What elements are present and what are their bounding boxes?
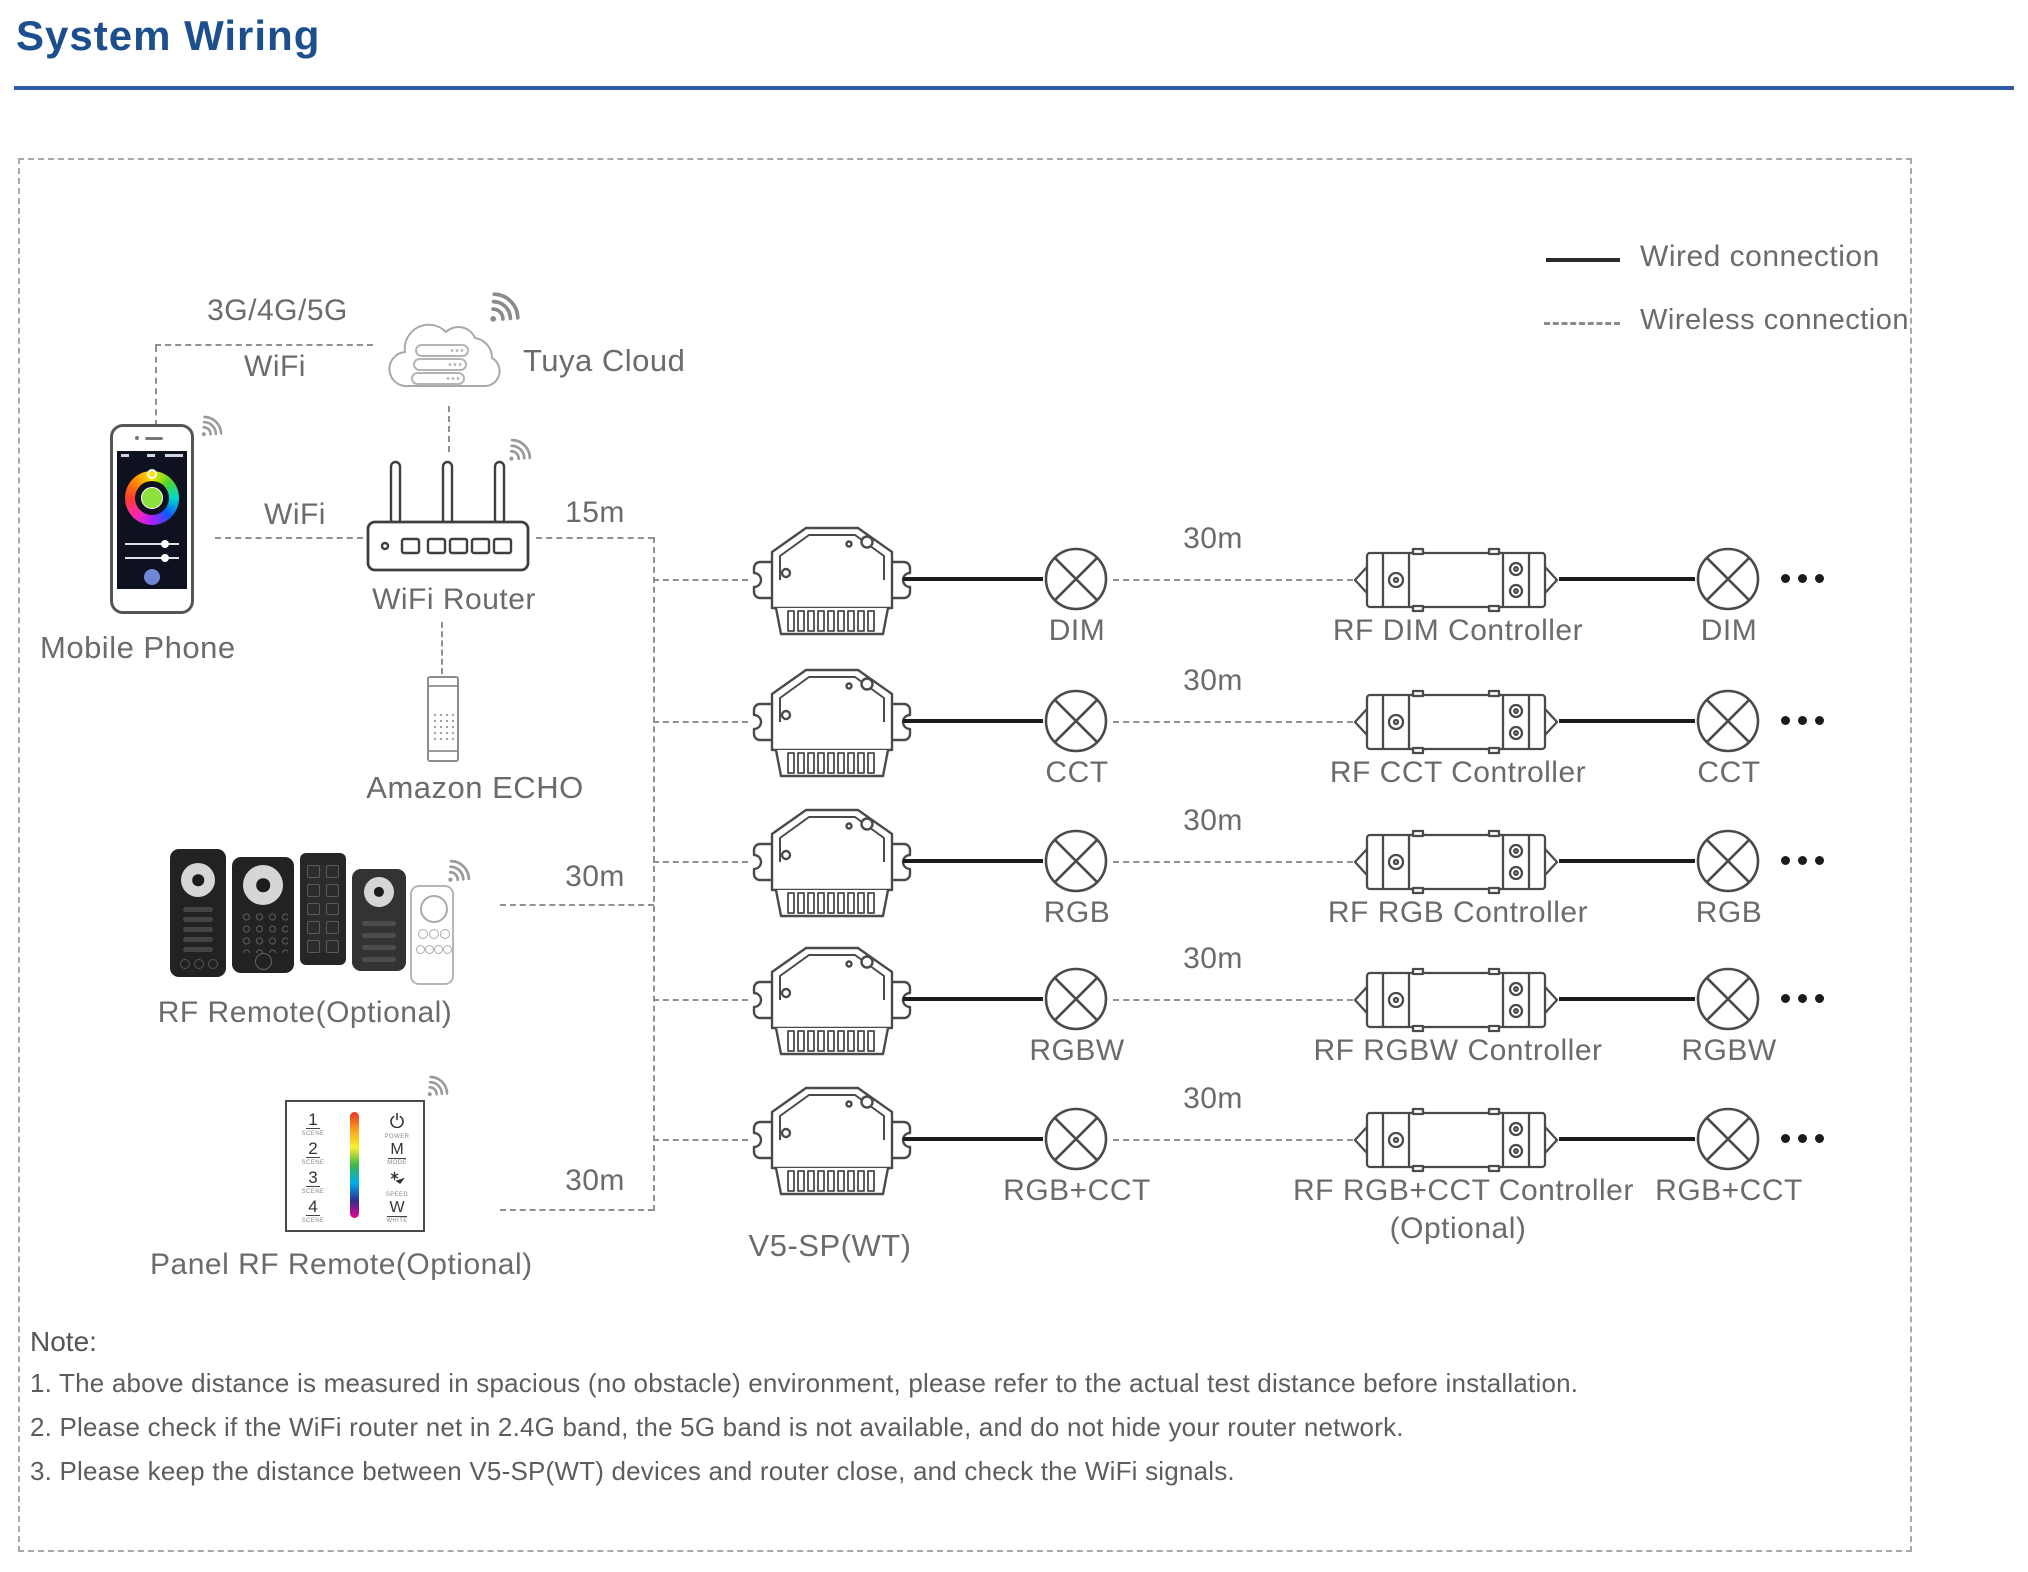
note-item-2: 2. Please check if the WiFi router net in 2.4G band, the 5G band is not available, and do not hide your router network. [30, 1412, 1404, 1442]
router-echo-dash [441, 622, 443, 674]
device-model-label: V5-SP(WT) [748, 1228, 912, 1263]
echo-label: Amazon ECHO [366, 770, 584, 805]
link-wifi-label-top: WiFi [244, 350, 306, 383]
distance-15m-label: 15m [565, 496, 625, 529]
phone-cloud-dash-h [155, 344, 373, 346]
note-item-1: 1. The above distance is measured in spacious (no obstacle) environment, please refer to the actual test distance before installation. [30, 1368, 1579, 1398]
panel-scene-1: 1 SCENE [301, 1110, 325, 1137]
brightness-slider [125, 543, 179, 545]
lamp-label: RGB [1695, 896, 1763, 929]
lamp-icon [1043, 1106, 1109, 1172]
lamp-icon [1043, 966, 1109, 1032]
rf-remote-2 [232, 857, 294, 973]
wireless-connection-line [1544, 322, 1620, 325]
phone-cloud-dash-v [155, 346, 157, 426]
router-label: WiFi Router [372, 583, 536, 616]
amazon-echo-icon [427, 676, 459, 762]
row-rgbw [653, 934, 1853, 1084]
lamp-icon [1695, 966, 1761, 1032]
cloud-label: Tuya Cloud [523, 343, 686, 378]
lamp-controller-dash [1113, 1139, 1353, 1141]
rf-remote-1 [170, 849, 226, 977]
panel-remote-label: Panel RF Remote(Optional) [150, 1248, 533, 1281]
lamp-icon [1695, 1106, 1761, 1172]
mobile-phone [110, 424, 194, 614]
rf-remote-5 [410, 885, 454, 985]
mobile-phone-label: Mobile Phone [40, 630, 236, 665]
router-icon [366, 460, 531, 575]
lamp-label: CCT [1697, 756, 1761, 789]
ellipsis-icon [1781, 856, 1824, 865]
lamp-icon [1043, 688, 1109, 754]
lamp-controller-dash [1113, 861, 1353, 863]
color-wheel [125, 471, 179, 525]
remote-distance-label: 30m [565, 860, 625, 893]
wired-connection-label: Wired connection [1640, 240, 1880, 273]
trunk-branch-dash [653, 721, 748, 723]
lamp-icon [1043, 546, 1109, 612]
lamp-label: CCT [1045, 756, 1109, 789]
trunk-branch-dash [653, 1139, 748, 1141]
lamp-label: RGB+CCT [1655, 1174, 1803, 1207]
lamp-icon [1695, 688, 1761, 754]
panel-color-bar [350, 1112, 359, 1218]
trunk-branch-dash [653, 999, 748, 1001]
row-rgb [653, 796, 1853, 946]
panel-scene-3: 3 SCENE [301, 1168, 325, 1195]
controller-lamp-wire [1559, 997, 1695, 1001]
remote-trunk-dash [500, 904, 654, 906]
controller-note: (Optional) [1389, 1212, 1527, 1245]
lamp-label: DIM [1048, 614, 1106, 647]
ellipsis-icon [1781, 716, 1824, 725]
lamp-controller-dash [1113, 579, 1353, 581]
saturation-slider [125, 557, 179, 559]
lamp-label: RGBW [1029, 1034, 1125, 1067]
row-cct [653, 656, 1853, 806]
wireless-connection-label: Wireless connection [1640, 304, 1909, 336]
row-dim [653, 514, 1853, 664]
lamp-label: RGBW [1681, 1034, 1777, 1067]
panel-scene-4: 4 SCENE [301, 1197, 325, 1224]
panel-trunk-dash [500, 1209, 654, 1211]
controller-label: RF CCT Controller [1329, 756, 1587, 789]
distance-30m-label: 30m [1183, 804, 1243, 837]
controller-label: RF RGB Controller [1327, 896, 1589, 929]
ellipsis-icon [1781, 574, 1824, 583]
lamp-icon [1043, 828, 1109, 894]
v5-device-icon [748, 516, 916, 638]
v5-device-icon [748, 936, 916, 1058]
distance-30m-label: 30m [1183, 664, 1243, 697]
page-title: System Wiring [16, 12, 321, 59]
panel-rf-remote [285, 1100, 425, 1232]
wired-connection-line [1546, 258, 1620, 262]
rf-controller-icon [1353, 1107, 1559, 1173]
trunk-branch-dash [653, 579, 748, 581]
rf-controller-icon [1353, 547, 1559, 613]
controller-lamp-wire [1559, 577, 1695, 581]
device-lamp-wire [903, 1137, 1043, 1141]
v5-device-icon [748, 658, 916, 780]
ellipsis-icon [1781, 1134, 1824, 1143]
row-rgbcct [653, 1074, 1853, 1245]
device-lamp-wire [903, 577, 1043, 581]
controller-lamp-wire [1559, 1137, 1695, 1141]
title-rule [14, 86, 2014, 90]
panel-mode-button: M MODE [387, 1141, 407, 1166]
phone-router-dash [215, 537, 363, 539]
controller-label: RF DIM Controller [1332, 614, 1584, 647]
phone-app-screen [117, 451, 187, 589]
v5-device-icon [748, 798, 916, 920]
rf-remote-4 [352, 869, 406, 971]
ellipsis-icon [1781, 994, 1824, 1003]
router-trunk-dash [536, 537, 654, 539]
rf-controller-icon [1353, 829, 1559, 895]
phone-status-bar [121, 454, 183, 457]
controller-lamp-wire [1559, 719, 1695, 723]
phone-speaker [145, 437, 163, 440]
rf-controller-icon [1353, 967, 1559, 1033]
device-lamp-wire [903, 859, 1043, 863]
panel-white-button: W WHITE [386, 1199, 408, 1224]
device-lamp-wire [903, 997, 1043, 1001]
phone-camera-dot [135, 436, 139, 440]
distance-30m-label: 30m [1183, 942, 1243, 975]
rf-remote-label: RF Remote(Optional) [157, 996, 453, 1029]
link-3g4g5g-label: 3G/4G/5G [207, 294, 348, 327]
note-title: Note: [30, 1326, 97, 1357]
panel-scene-2: 2 SCENE [301, 1139, 325, 1166]
controller-lamp-wire [1559, 859, 1695, 863]
lamp-controller-dash [1113, 999, 1353, 1001]
trunk-branch-dash [653, 861, 748, 863]
controller-label: RF RGB+CCT Controller [1293, 1174, 1634, 1207]
distance-30m-label: 30m [1183, 1082, 1243, 1115]
panel-speed-button: SPEED [379, 1170, 415, 1198]
rf-remote-group [170, 845, 450, 990]
device-lamp-wire [903, 719, 1043, 723]
lamp-controller-dash [1113, 721, 1353, 723]
link-wifi-label-mid: WiFi [264, 498, 326, 531]
lamp-label: RGB [1043, 896, 1111, 929]
lamp-label: DIM [1700, 614, 1758, 647]
app-action-button [144, 569, 160, 585]
rf-controller-icon [1353, 689, 1559, 755]
panel-distance-label: 30m [565, 1164, 625, 1197]
controller-label: RF RGBW Controller [1313, 1034, 1603, 1067]
cloud-router-dash [448, 406, 450, 452]
panel-power-button: POWER [379, 1112, 415, 1140]
lamp-icon [1695, 828, 1761, 894]
lamp-icon [1695, 546, 1761, 612]
lamp-label: RGB+CCT [1003, 1174, 1151, 1207]
note-item-3: 3. Please keep the distance between V5-SP(WT) devices and router close, and check the WiFi signals. [30, 1456, 1235, 1486]
v5-device-icon [748, 1076, 916, 1198]
distance-30m-label: 30m [1183, 522, 1243, 555]
rf-remote-3 [300, 853, 346, 965]
